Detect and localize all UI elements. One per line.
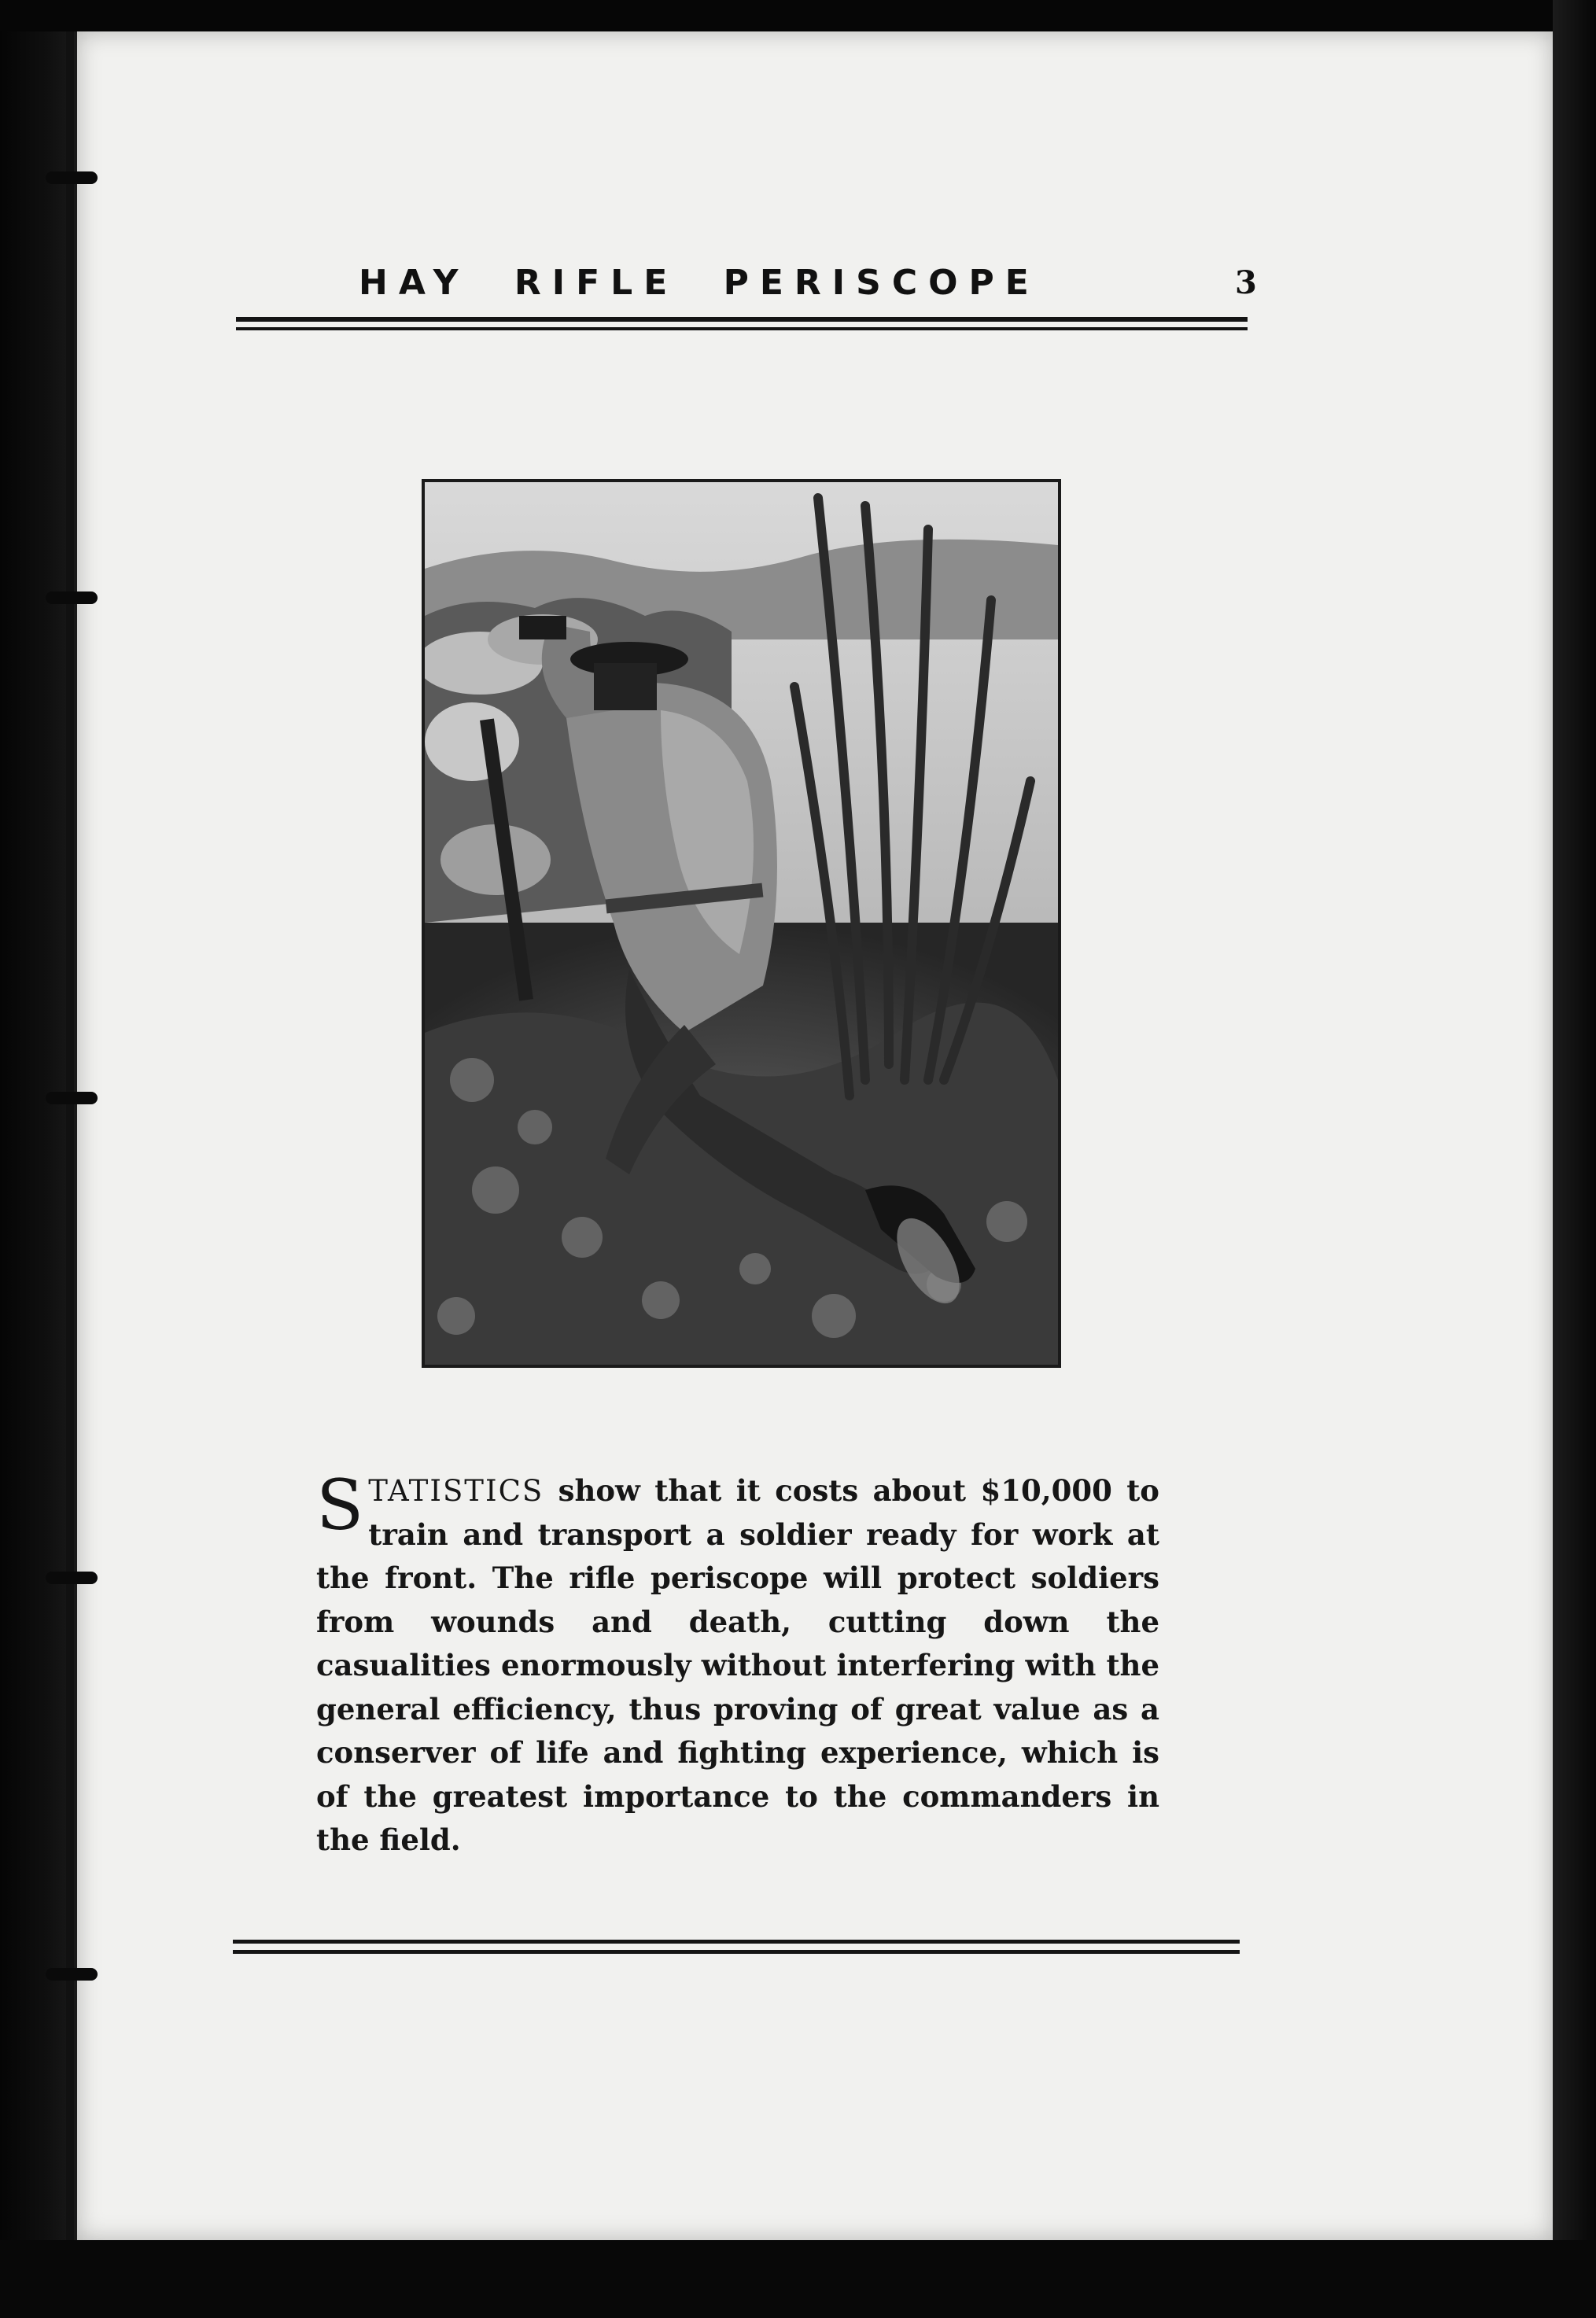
header-rule-bottom xyxy=(236,327,1248,330)
footer-rule-top xyxy=(233,1940,1240,1944)
binding-stitch xyxy=(46,1968,98,1981)
drop-cap: S xyxy=(316,1465,364,1546)
periscope-photograph xyxy=(422,479,1061,1368)
photo-illustration xyxy=(425,482,1058,1365)
page-number: 3 xyxy=(1235,264,1257,301)
binding-stitch xyxy=(46,591,98,604)
body-text: show that it costs about $10,000 to train and transport a soldier ready for work at the front. The rifle periscope will protect soldiers from wounds and death, cutting down the casualities enormously without interfering with the general efficiency, thus proving of great value as a conserver of life and fighting experience, which is of the greatest importance to the commanders in the field. xyxy=(316,1473,1159,1857)
running-header xyxy=(236,263,1259,310)
header-title: HAY RIFLE PERISCOPE xyxy=(359,263,1040,303)
binding-thread xyxy=(66,31,74,2240)
header-rule-top xyxy=(236,317,1248,322)
lead-word: TATISTICS xyxy=(368,1474,544,1508)
scan-bottom-border xyxy=(0,2240,1596,2318)
footer-rule-bottom xyxy=(233,1950,1240,1954)
scan-top-border xyxy=(0,0,1596,31)
body-paragraph xyxy=(316,1465,1159,1863)
scan-right-border xyxy=(1553,0,1596,2318)
binding-stitch xyxy=(46,1092,98,1104)
binding-stitch xyxy=(46,171,98,184)
binding-stitch xyxy=(46,1572,98,1584)
